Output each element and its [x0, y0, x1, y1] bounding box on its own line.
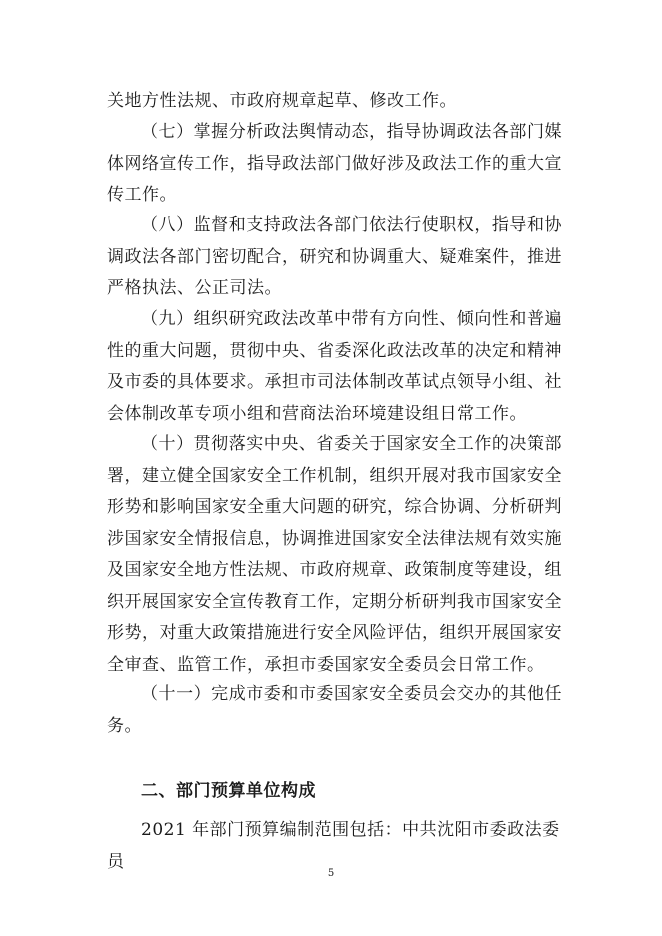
section-heading: 二、部门预算单位构成: [141, 781, 316, 801]
paragraph-item-9: （九）组织研究政法改革中带有方向性、倾向性和普遍性的重大问题，贯彻中央、省委深化政法改革的决定和精神及市委的具体要求。承担市司法体制改革试点领导小组、社会体制改革专项小组和营商法治环境建设组日常工作。: [107, 309, 562, 424]
paragraph-item-11: （十一）完成市委和市委国家安全委员会交办的其他任务。: [107, 684, 562, 736]
paragraph-budget-scope: 2021 年部门预算编制范围包括：中共沈阳市委政法委员: [107, 820, 560, 872]
paragraph-item-8: （八）监督和支持政法各部门依法行使职权，指导和协调政法各部门密切配合，研究和协调重大、疑难案件，推进严格执法、公正司法。: [107, 215, 562, 298]
paragraph-item-7: （七）掌握分析政法舆情动态，指导协调政法各部门媒体网络宣传工作，指导政法部门做好涉及政法工作的重大宣传工作。: [107, 122, 562, 205]
page-number: 5: [327, 868, 335, 879]
paragraph-item-10: （十）贯彻落实中央、省委关于国家安全工作的决策部署，建立健全国家安全工作机制，组织开展对我市国家安全形势和影响国家安全重大问题的研究，综合协调、分析研判涉国家安全情报信息，协调推进国家安全法律法规有效实施及国家安全地方性法规、市政府规章、政策制度等建设，组织开展国家安全宣传教育工作，定期分析研判我市国家安全形势，对重大政策措施进行安全风险评估，组织开展国家安全审查、监管工作，承担市委国家安全委员会日常工作。: [107, 434, 562, 675]
paragraph-continuation: 关地方性法规、市政府规章起草、修改工作。: [107, 91, 457, 111]
